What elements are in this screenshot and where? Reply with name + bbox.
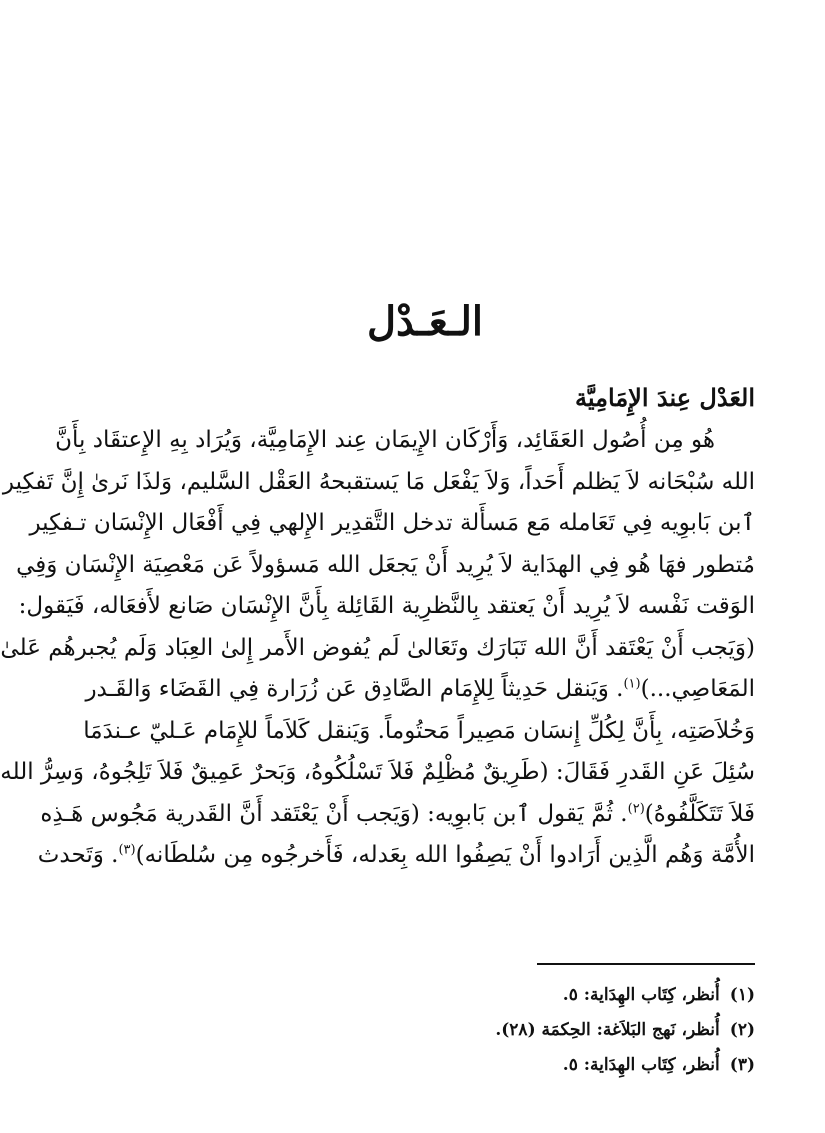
section-heading: العَدْل عِندَ الإِمَامِيَّة <box>575 383 755 412</box>
body-line: سُئِلَ عَنِ القَدرِ فَقَالَ: (طَرِيقٌ مُظْلِمٌ فَلاَ تَسْلُكُوهُ، وَبَحرٌ عَمِيقٌ فَلاَ تَلِجُوهُ، وَسِرُّ الله <box>0 759 755 785</box>
footnote-divider <box>537 963 755 965</box>
body-line: وَخُلاَصَتِه، بِأَنَّ لِكُلِّ إِنسَان مَصِيراً مَحتُوماً. وَيَنقل كَلاَماً للإِمَام عَـليّ عـندَمَا <box>83 717 755 744</box>
body-line: هُو مِن أُصُول العَقَائِد، وَأَرْكَان الإِيمَان عِند الإِمَامِيَّة، وَيُرَاد بِهِ الإِعتقَاد بِأَنَّ <box>55 427 715 453</box>
footnote-number: (٢) <box>729 1020 755 1040</box>
body-line-end: . وَيَنقل حَدِيثاً لِلإِمَام الصَّادِق عَن زُرَارة فِي القَضَاء وَالقَـدر <box>85 676 624 702</box>
body-paragraph <box>0 420 755 877</box>
footnote-text: أُنظر، كِتَاب الهِدَاية: ٥. <box>562 1055 720 1075</box>
footnote-text: أُنظر، نَهج البَلاَغة: الحِكمَة (٢٨). <box>495 1020 720 1040</box>
footnote-ref[interactable]: (٣) <box>118 842 136 858</box>
body-line <box>85 669 755 711</box>
body-line: الوَقت نَفْسه لاَ يُرِيد أَنْ يَعتقد بِالنَّظرِية القَائِلة بِأَنَّ الإِنْسَان صَانع لأَفعَاله، فَيَقول: <box>18 593 755 619</box>
footnotes-list <box>95 978 755 1083</box>
body-line: (وَيَجب أَنْ يَعْتَقد أَنَّ الله تَبَارَك وتَعَالىٰ لَم يُفوض الأَمر إِلىٰ العِبَاد وَلَم يُجبرهُم عَلىٰ <box>0 634 755 661</box>
body-line-start: المَعَاصِي...) <box>640 676 755 702</box>
footnote-number: (١) <box>729 985 755 1005</box>
body-line: ٱبن بَابوِيه فِي تَعَامله مَع مَسأَلة تدخل التَّقدِير الإِلهي فِي أَفْعَال الإِنْسَان تـفكِير <box>29 510 755 536</box>
body-line: مُتطور فهَا هُو فِي الهدَاية لاَ يُرِيد أَنْ يَجعَل الله مَسؤولاً عَن مَعْصِيَة الإِنْسَان وَفِي <box>16 551 755 578</box>
body-line-start: الأُمَّة وَهُم الَّذِين أَرَادوا أَنْ يَصِفُوا الله بِعَدله، فَأَخرجُوه مِن سُلطَانه) <box>135 842 755 868</box>
footnote-item <box>95 978 755 1013</box>
footnote-item <box>95 1048 755 1083</box>
footnote-item <box>95 1013 755 1048</box>
body-line: الله سُبْحَانه لاَ يَظلم أَحَداً، وَلاَ يَفْعَل مَا يَستقبحهُ العَقْل السَّليم، وَلذَا نَرىٰ إِنَّ تَفكِير <box>2 468 755 495</box>
body-line-end: . وَتَحدث <box>37 842 119 868</box>
body-line-start: فَلاَ تَتَكَلَّفُوهُ) <box>644 800 755 827</box>
chapter-title: الـعَـدْل <box>366 298 484 345</box>
body-line <box>40 794 755 836</box>
footnote-ref[interactable]: (١) <box>623 676 641 692</box>
footnote-number: (٣) <box>729 1055 755 1075</box>
body-line-end: . ثُمَّ يَقول ٱبن بَابوِيه: (وَيَجب أَنْ يَعْتَقد أَنَّ القَدرية مَجُوس هَـذِه <box>40 800 628 827</box>
footnote-text: أُنظر، كِتَاب الهِدَاية: ٥. <box>562 985 720 1005</box>
footnote-ref[interactable]: (٢) <box>627 800 645 816</box>
body-line <box>37 835 755 877</box>
